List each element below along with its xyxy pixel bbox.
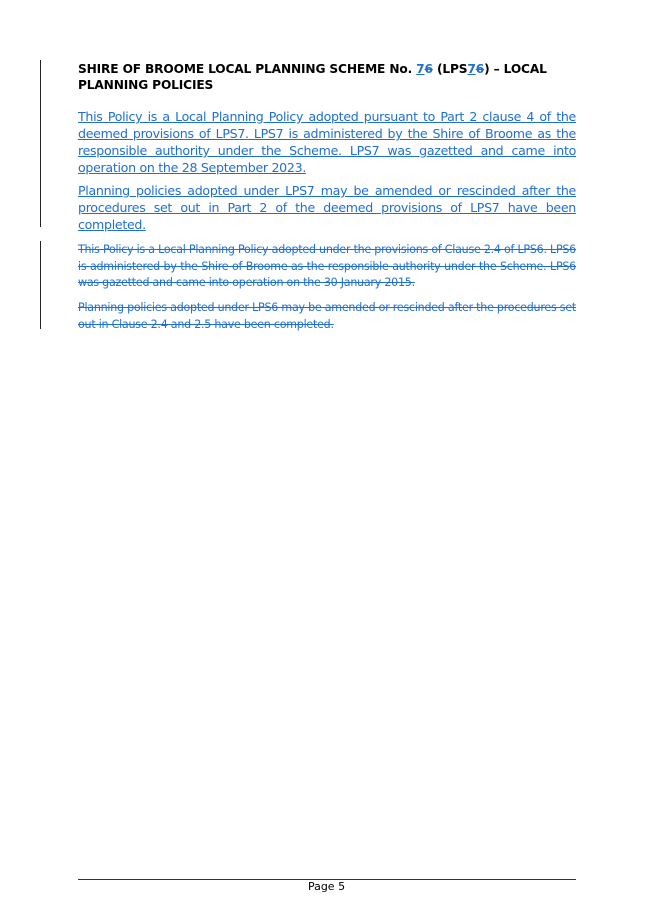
deleted-paragraph-1: This Policy is a Local Planning Policy adopted under the provisions of Clause 2.4 of LPS6. LPS6 is administered by the Shire of Broome as the responsible authority under the Scheme. LPS6 was gazetted and came into operation on the 30 January 2015. — [78, 243, 576, 289]
heading-deleted-number-2: 6 — [475, 62, 485, 76]
heading-text-3: ) – LOCAL PLANNING POLICIES — [78, 62, 547, 92]
inserted-paragraph-1: This Policy is a Local Planning Policy adopted pursuant to Part 2 clause 4 of the deemed provisions of LPS7. LPS7 is administered by the Shire of Broome as the responsible authority under the Scheme. LPS7 was gazetted and came into operation on the 28 September 2023. — [78, 109, 576, 175]
heading-deleted-number-1: 6 — [424, 62, 433, 76]
document-heading — [78, 61, 558, 93]
inserted-paragraph-2: Planning policies adopted under LPS7 may be amended or rescinded after the procedures set out in Part 2 of the deemed provisions of LPS7 have been completed. — [78, 183, 576, 232]
page-number: Page 5 — [307, 880, 346, 893]
heading-inserted-number-1: 7 — [416, 62, 425, 76]
deleted-paragraph-2: Planning policies adopted under LPS6 may be amended or rescinded after the procedures set out in Clause 2.4 and 2.5 have been completed. — [78, 301, 576, 331]
heading-text-2: (LPS — [432, 62, 468, 76]
change-bar-top — [40, 60, 41, 227]
heading-inserted-number-2: 7 — [467, 62, 476, 76]
heading-text-1: SHIRE OF BROOME LOCAL PLANNING SCHEME No. — [78, 62, 417, 76]
change-bar-bottom — [40, 241, 41, 329]
